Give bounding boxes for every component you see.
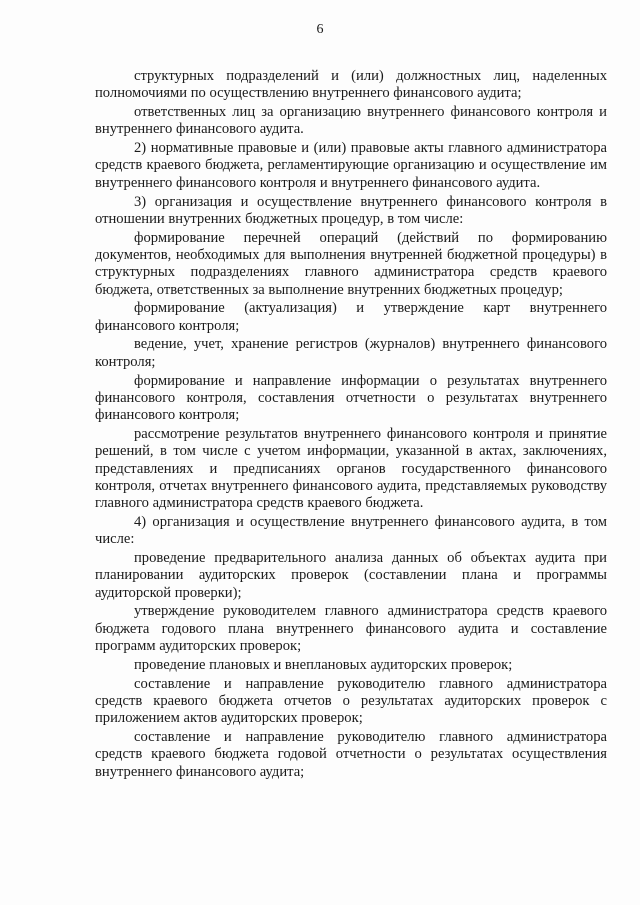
- paragraph: утверждение руководителем главного администратора средств краевого бюджета годового плана внутреннего финансового аудита и составление программ аудиторских проверок;: [95, 603, 607, 654]
- paragraph: 2) нормативные правовые и (или) правовые акты главного администратора средств краевого бюджета, регламентирующие организацию и осуществление им внутреннего финансового контроля и внутреннего финансового аудита.: [95, 140, 607, 191]
- paragraph: 3) организация и осуществление внутреннего финансового контроля в отношении внутренних бюджетных процедур, в том числе:: [95, 193, 607, 227]
- paragraph: формирование перечней операций (действий по формированию документов, необходимых для выполнения внутренней бюджетной процедуры) в структурных подразделениях главного администратора средств краевого бюджета, ответственных за выполнение внутренних бюджетных процедур;: [95, 229, 607, 298]
- paragraph: ведение, учет, хранение регистров (журналов) внутреннего финансового контроля;: [95, 336, 607, 370]
- paragraph: ответственных лиц за организацию внутреннего финансового контроля и внутреннего финансового аудита.: [95, 104, 607, 138]
- paragraph: формирование и направление информации о результатах внутреннего финансового контроля, составления отчетности о результатах внутреннего финансового контроля;: [95, 372, 607, 424]
- paragraph: проведение предварительного анализа данных об объектах аудита при планировании аудиторских проверок (составлении плана и программы аудиторской проверки);: [95, 550, 607, 601]
- paragraph: составление и направление руководителю главного администратора средств краевого бюджета годовой отчетности о результатах осуществления внутреннего финансового аудита;: [95, 728, 607, 780]
- paragraph: проведение плановых и внеплановых аудиторских проверок;: [134, 656, 513, 673]
- paragraph: составление и направление руководителю главного администратора средств краевого бюджета отчетов о результатах аудиторских проверок с приложением актов аудиторских проверок;: [95, 675, 607, 727]
- paragraph: 4) организация и осуществление внутреннего финансового аудита, в том числе:: [95, 513, 607, 548]
- page-number: 6: [316, 22, 324, 37]
- paragraph: рассмотрение результатов внутреннего финансового контроля и принятие решений, в том числе с учетом информации, указанной в актах, заключениях, представлениях и предписаниях органов государственного финансового контроля, отчетах внутреннего финансового аудита, представляемых руководству главного администратора средств краевого бюджета.: [95, 425, 607, 512]
- paragraph: формирование (актуализация) и утверждение карт внутреннего финансового контроля;: [95, 300, 607, 334]
- paragraph: структурных подразделений и (или) должностных лиц, наделенных полномочиями по осуществлению внутреннего финансового аудита;: [95, 68, 607, 102]
- document-body: [95, 68, 607, 782]
